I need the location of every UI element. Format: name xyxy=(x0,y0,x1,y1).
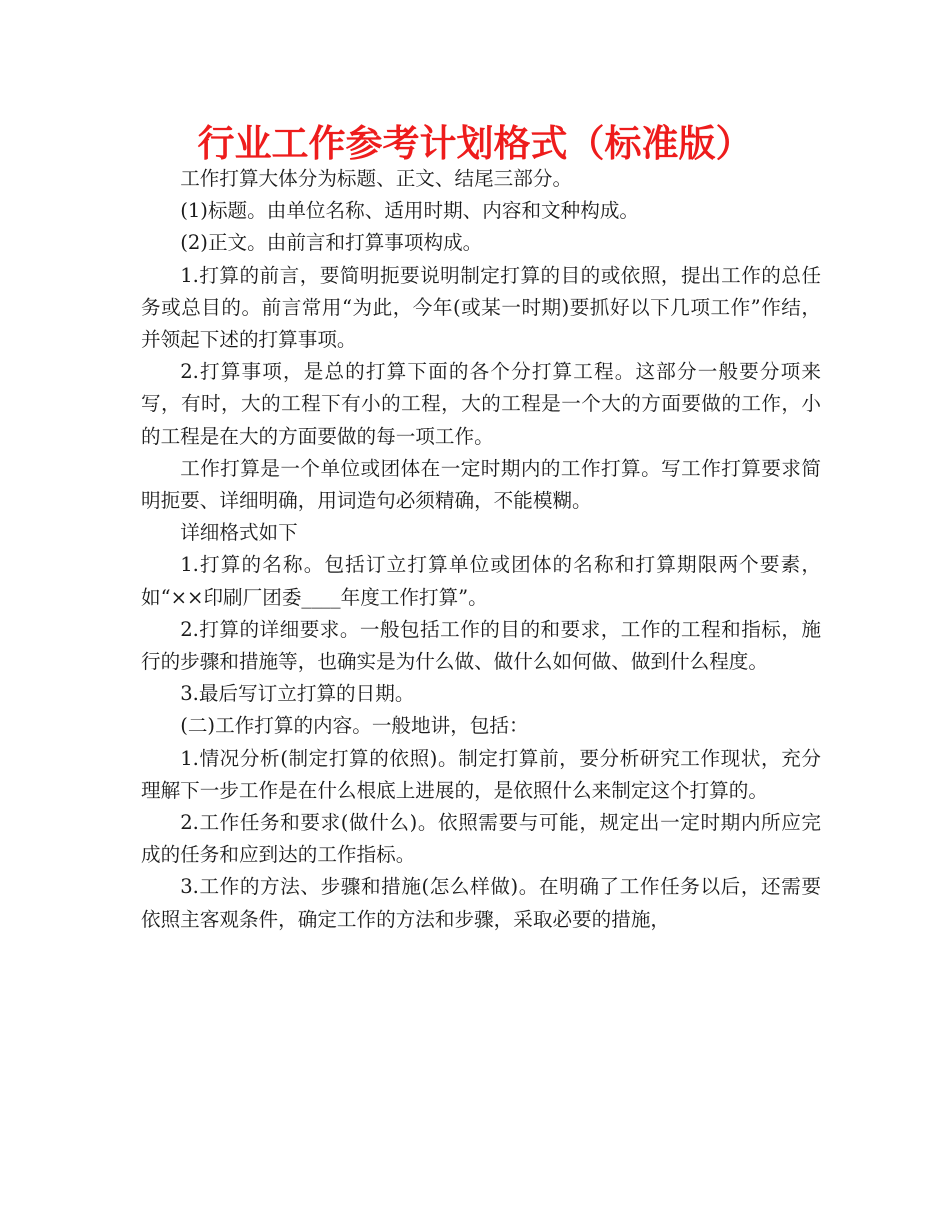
document-title: 行业工作参考计划格式（标准版） xyxy=(197,122,753,165)
document-body xyxy=(141,163,821,936)
paragraph-body-section: (2)正文。由前言和打算事项构成。 xyxy=(180,231,483,255)
paragraph-content-heading: (二)工作打算的内容。一般地讲，包括： xyxy=(180,714,529,738)
paragraph-intro: 工作打算大体分为标题、正文、结尾三部分。 xyxy=(180,167,573,190)
paragraph-title-section: (1)标题。由单位名称、适用时期、内容和文种构成。 xyxy=(180,199,640,223)
paragraph-situation-analysis: 1.情况分析(制定打算的依照)。制定打算前，要分析研究工作现状，充分理解下一步工作是在什么根底上进展的，是依照什么来制定这个打算的。 xyxy=(141,746,821,802)
paragraph-plan-definition: 工作打算是一个单位或团体在一定时期内的工作打算。写工作打算要求简明扼要、详细明确，用词造句必须精确，不能模糊。 xyxy=(141,456,821,513)
paragraph-plan-date: 3.最后写订立打算的日期。 xyxy=(180,682,415,706)
paragraph-tasks-requirements: 2.工作任务和要求(做什么)。依照需要与可能，规定出一定时期内所应完成的任务和应到达的工作指标。 xyxy=(141,811,821,867)
paragraph-preface: 1.打算的前言，要简明扼要说明制定打算的目的或依照，提出工作的总任务或总目的。前言常用“为此，今年(或某一时期)要抓好以下几项工作”作结，并领起下述的打算事项。 xyxy=(141,263,821,352)
paragraph-plan-items: 2.打算事项，是总的打算下面的各个分打算工程。这部分一般要分项来写，有时，大的工程下有小的工程，大的工程是一个大的方面要做的工作，小的工程是在大的方面要做的每一项工作。 xyxy=(141,360,821,448)
paragraph-methods-steps: 3.工作的方法、步骤和措施(怎么样做)。在明确了工作任务以后，还需要依照主客观条件，确定工作的方法和步骤，采取必要的措施， xyxy=(141,875,821,931)
paragraph-plan-requirements: 2.打算的详细要求。一般包括工作的目的和要求，工作的工程和指标，施行的步骤和措施等，也确实是为什么做、做什么如何做、做到什么程度。 xyxy=(141,617,821,674)
paragraph-format-heading: 详细格式如下 xyxy=(180,521,298,545)
paragraph-plan-name: 1.打算的名称。包括订立打算单位或团体的名称和打算期限两个要素，如“××印刷厂团委____年度工作打算”。 xyxy=(141,553,821,609)
